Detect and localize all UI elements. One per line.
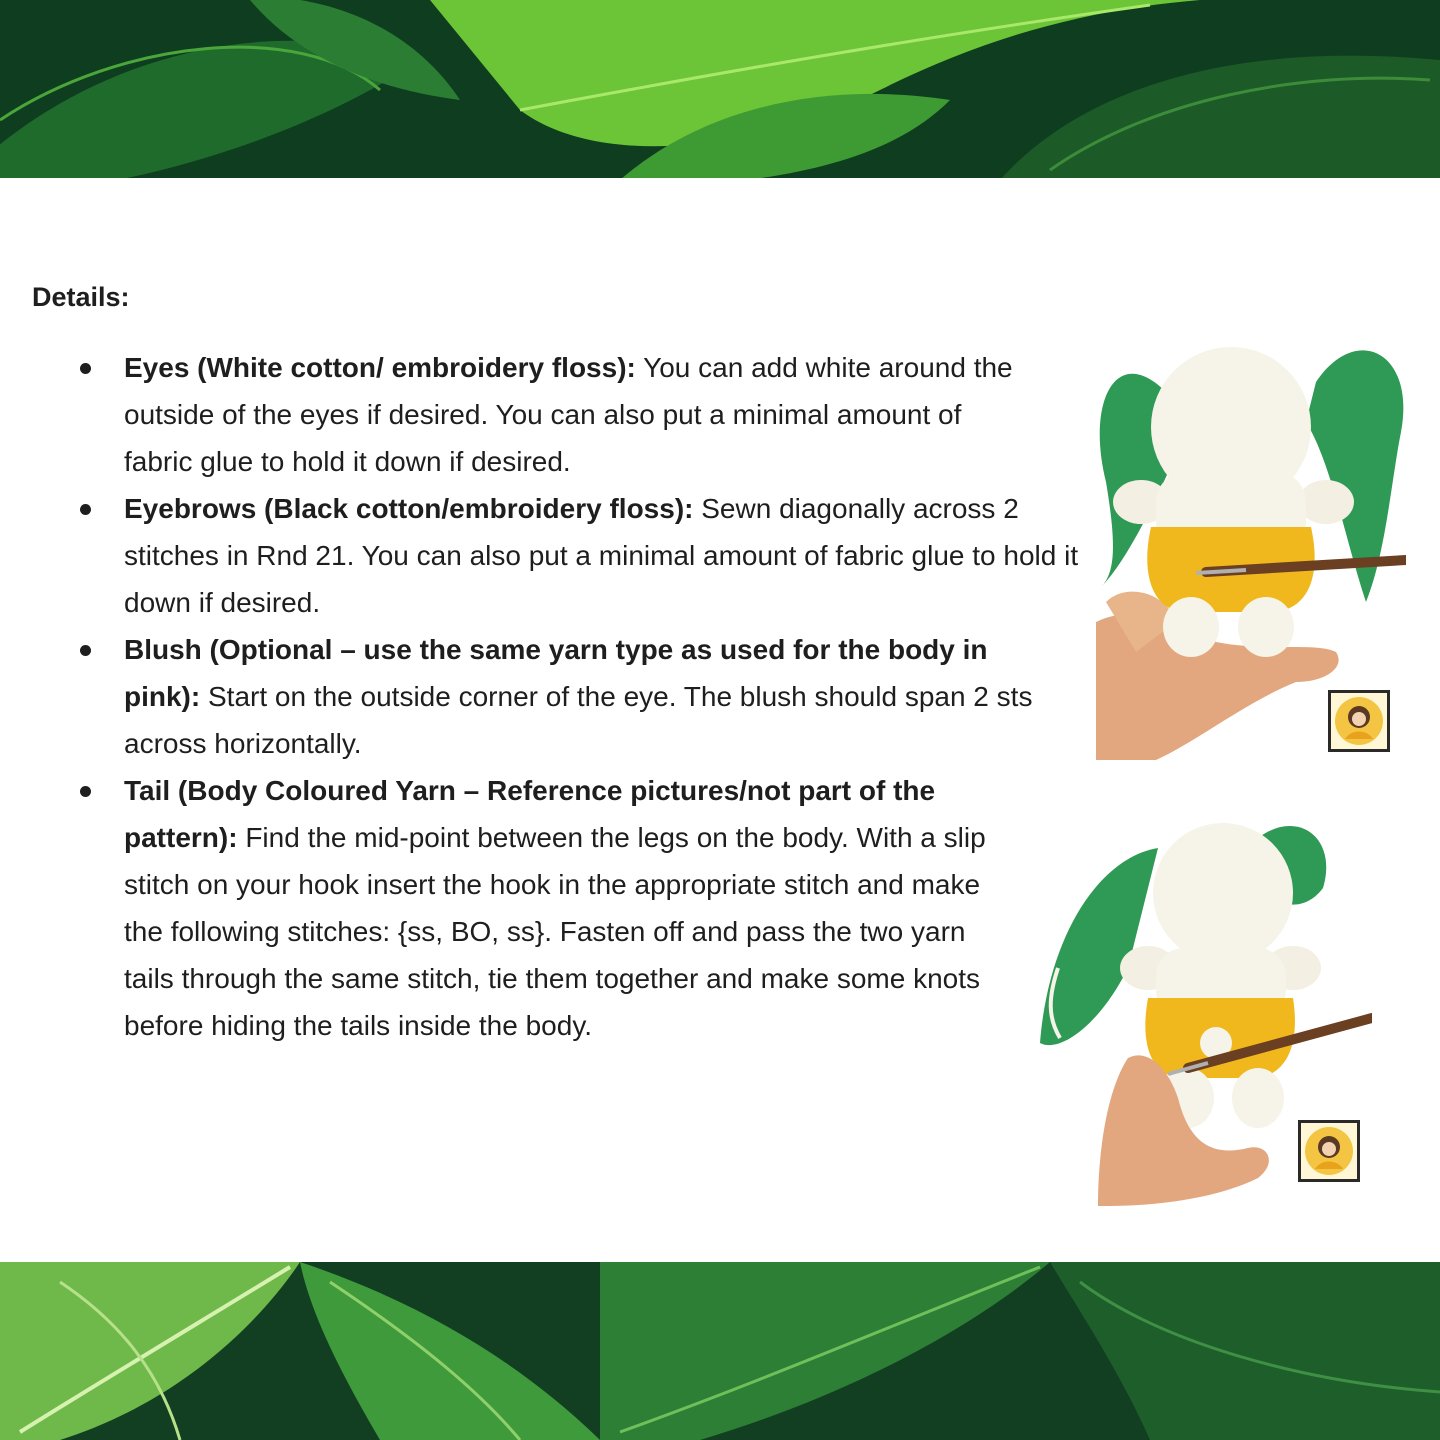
item-title-tail: Tail (Body Coloured Yarn – Reference pictures/not part of the pattern): [124,775,936,853]
bullet-icon [80,645,91,656]
list-item-tail [76,767,1014,1049]
list-item-eyebrows [76,485,1084,626]
leaf-pattern-icon [0,1262,1440,1440]
item-text-eyebrows: Sewn diagonally across 2 stitches in Rnd 21. You can also put a minimal amount of fabric glue to hold it down if desired. [124,493,1079,618]
bullet-icon [80,363,91,374]
item-text-tail: Find the mid-point between the legs on the body. With a slip stitch on your hook insert the hook in the appropriate stitch and make the following stitches: {ss, BO, ss}. Fasten off and pass the two yarn tails through the same stitch, tie them together and make some knots before hiding the tails inside the body. [124,822,986,1041]
leaf-background-top [0,0,1440,180]
item-text-blush: Start on the outside corner of the eye. The blush should span 2 sts across horizontally. [124,681,1033,759]
leaf-pattern-icon [0,0,1440,180]
list-item-blush [76,626,1064,767]
list-item-eyes [76,344,1024,485]
designer-logo-icon [1301,1123,1357,1179]
details-list [76,344,1079,1049]
details-heading: Details: [32,282,130,312]
designer-logo-icon [1328,690,1390,752]
item-title-blush: Blush (Optional – use the same yarn type as used for the body in pink): [124,634,988,712]
item-title-eyebrows: Eyebrows (Black cotton/embroidery floss): [124,493,694,524]
bullet-icon [80,786,91,797]
item-text-eyes: You can add white around the outside of the eyes if desired. You can also put a minimal amount of fabric glue to hold it down if desired. [124,352,1013,477]
designer-logo-icon [1331,693,1387,749]
leaf-background-bottom [0,1262,1440,1440]
designer-logo-icon [1298,1120,1360,1182]
item-title-eyes: Eyes (White cotton/ embroidery floss): [124,352,636,383]
bullet-icon [80,504,91,515]
